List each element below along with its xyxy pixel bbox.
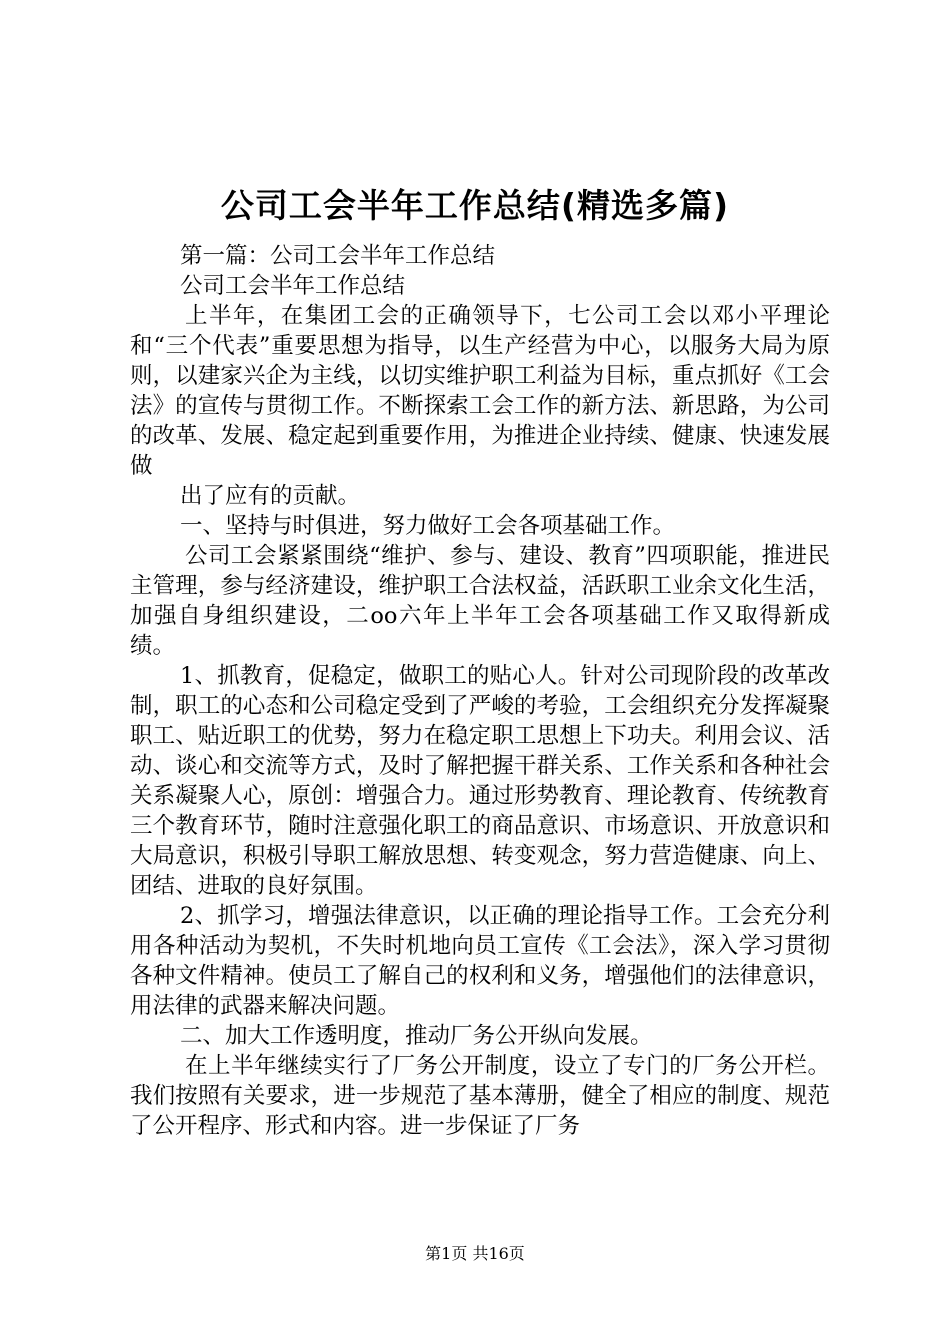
heading-section-one: 一、坚持与时俱进，努力做好工会各项基础工作。	[180, 513, 676, 539]
paragraph-intro-end: 出了应有的贡献。	[180, 483, 361, 509]
document-body	[130, 241, 830, 1141]
paragraph-section-two: 在上半年继续实行了厂务公开制度，设立了专门的厂务公开栏。我们按照有关要求，进一步规范了基本薄册，健全了相应的制度、规范了公开程序、形式和内容。进一步保证了厂务	[130, 1053, 830, 1139]
document-title: 公司工会半年工作总结(精选多篇)	[220, 186, 730, 225]
paragraph-section-one: 公司工会紧紧围绕“维护、参与、建设、教育”四项职能，推进民主管理，参与经济建设，维护职工合法权益，活跃职工业余文化生活，加强自身组织建设，二oo六年上半年工会各项基础工作又取得新成绩。	[130, 543, 830, 659]
section-heading-first: 第一篇：公司工会半年工作总结	[180, 243, 496, 269]
subtitle: 公司工会半年工作总结	[180, 273, 406, 299]
heading-section-two: 二、加大工作透明度，推动厂务公开纵向发展。	[180, 1023, 653, 1049]
paragraph-intro: 上半年，在集团工会的正确领导下，七公司工会以邓小平理论和“三个代表”重要思想为指导，以生产经营为中心，以服务大局为原则，以建家兴企为主线，以切实维护职工利益为目标，重点抓好《工会法》的宣传与贯彻工作。不断探索工会工作的新方法、新思路，为公司的改革、发展、稳定起到重要作用，为推进企业持续、健康、快速发展做	[130, 303, 830, 479]
page-number: 第1页 共16页	[425, 1244, 525, 1263]
paragraph-item-one: 1、抓教育，促稳定，做职工的贴心人。针对公司现阶段的改革改制，职工的心态和公司稳定受到了严峻的考验，工会组织充分发挥凝聚职工、贴近职工的优势，努力在稳定职工思想上下功夫。利用会议、活动、谈心和交流等方式，及时了解把握干群关系、工作关系和各种社会关系凝聚人心，原创：增强合力。通过形势教育、理论教育、传统教育三个教育环节，随时注意强化职工的商品意识、市场意识、开放意识和大局意识，积极引导职工解放思想、转变观念，努力营造健康、向上、团结、进取的良好氛围。	[130, 663, 830, 899]
paragraph-item-two: 2、抓学习，增强法律意识，以正确的理论指导工作。工会充分利用各种活动为契机，不失时机地向员工宣传《工会法》，深入学习贯彻各种文件精神。使员工了解自己的权利和义务，增强他们的法律意识，用法律的武器来解决问题。	[130, 903, 830, 1019]
